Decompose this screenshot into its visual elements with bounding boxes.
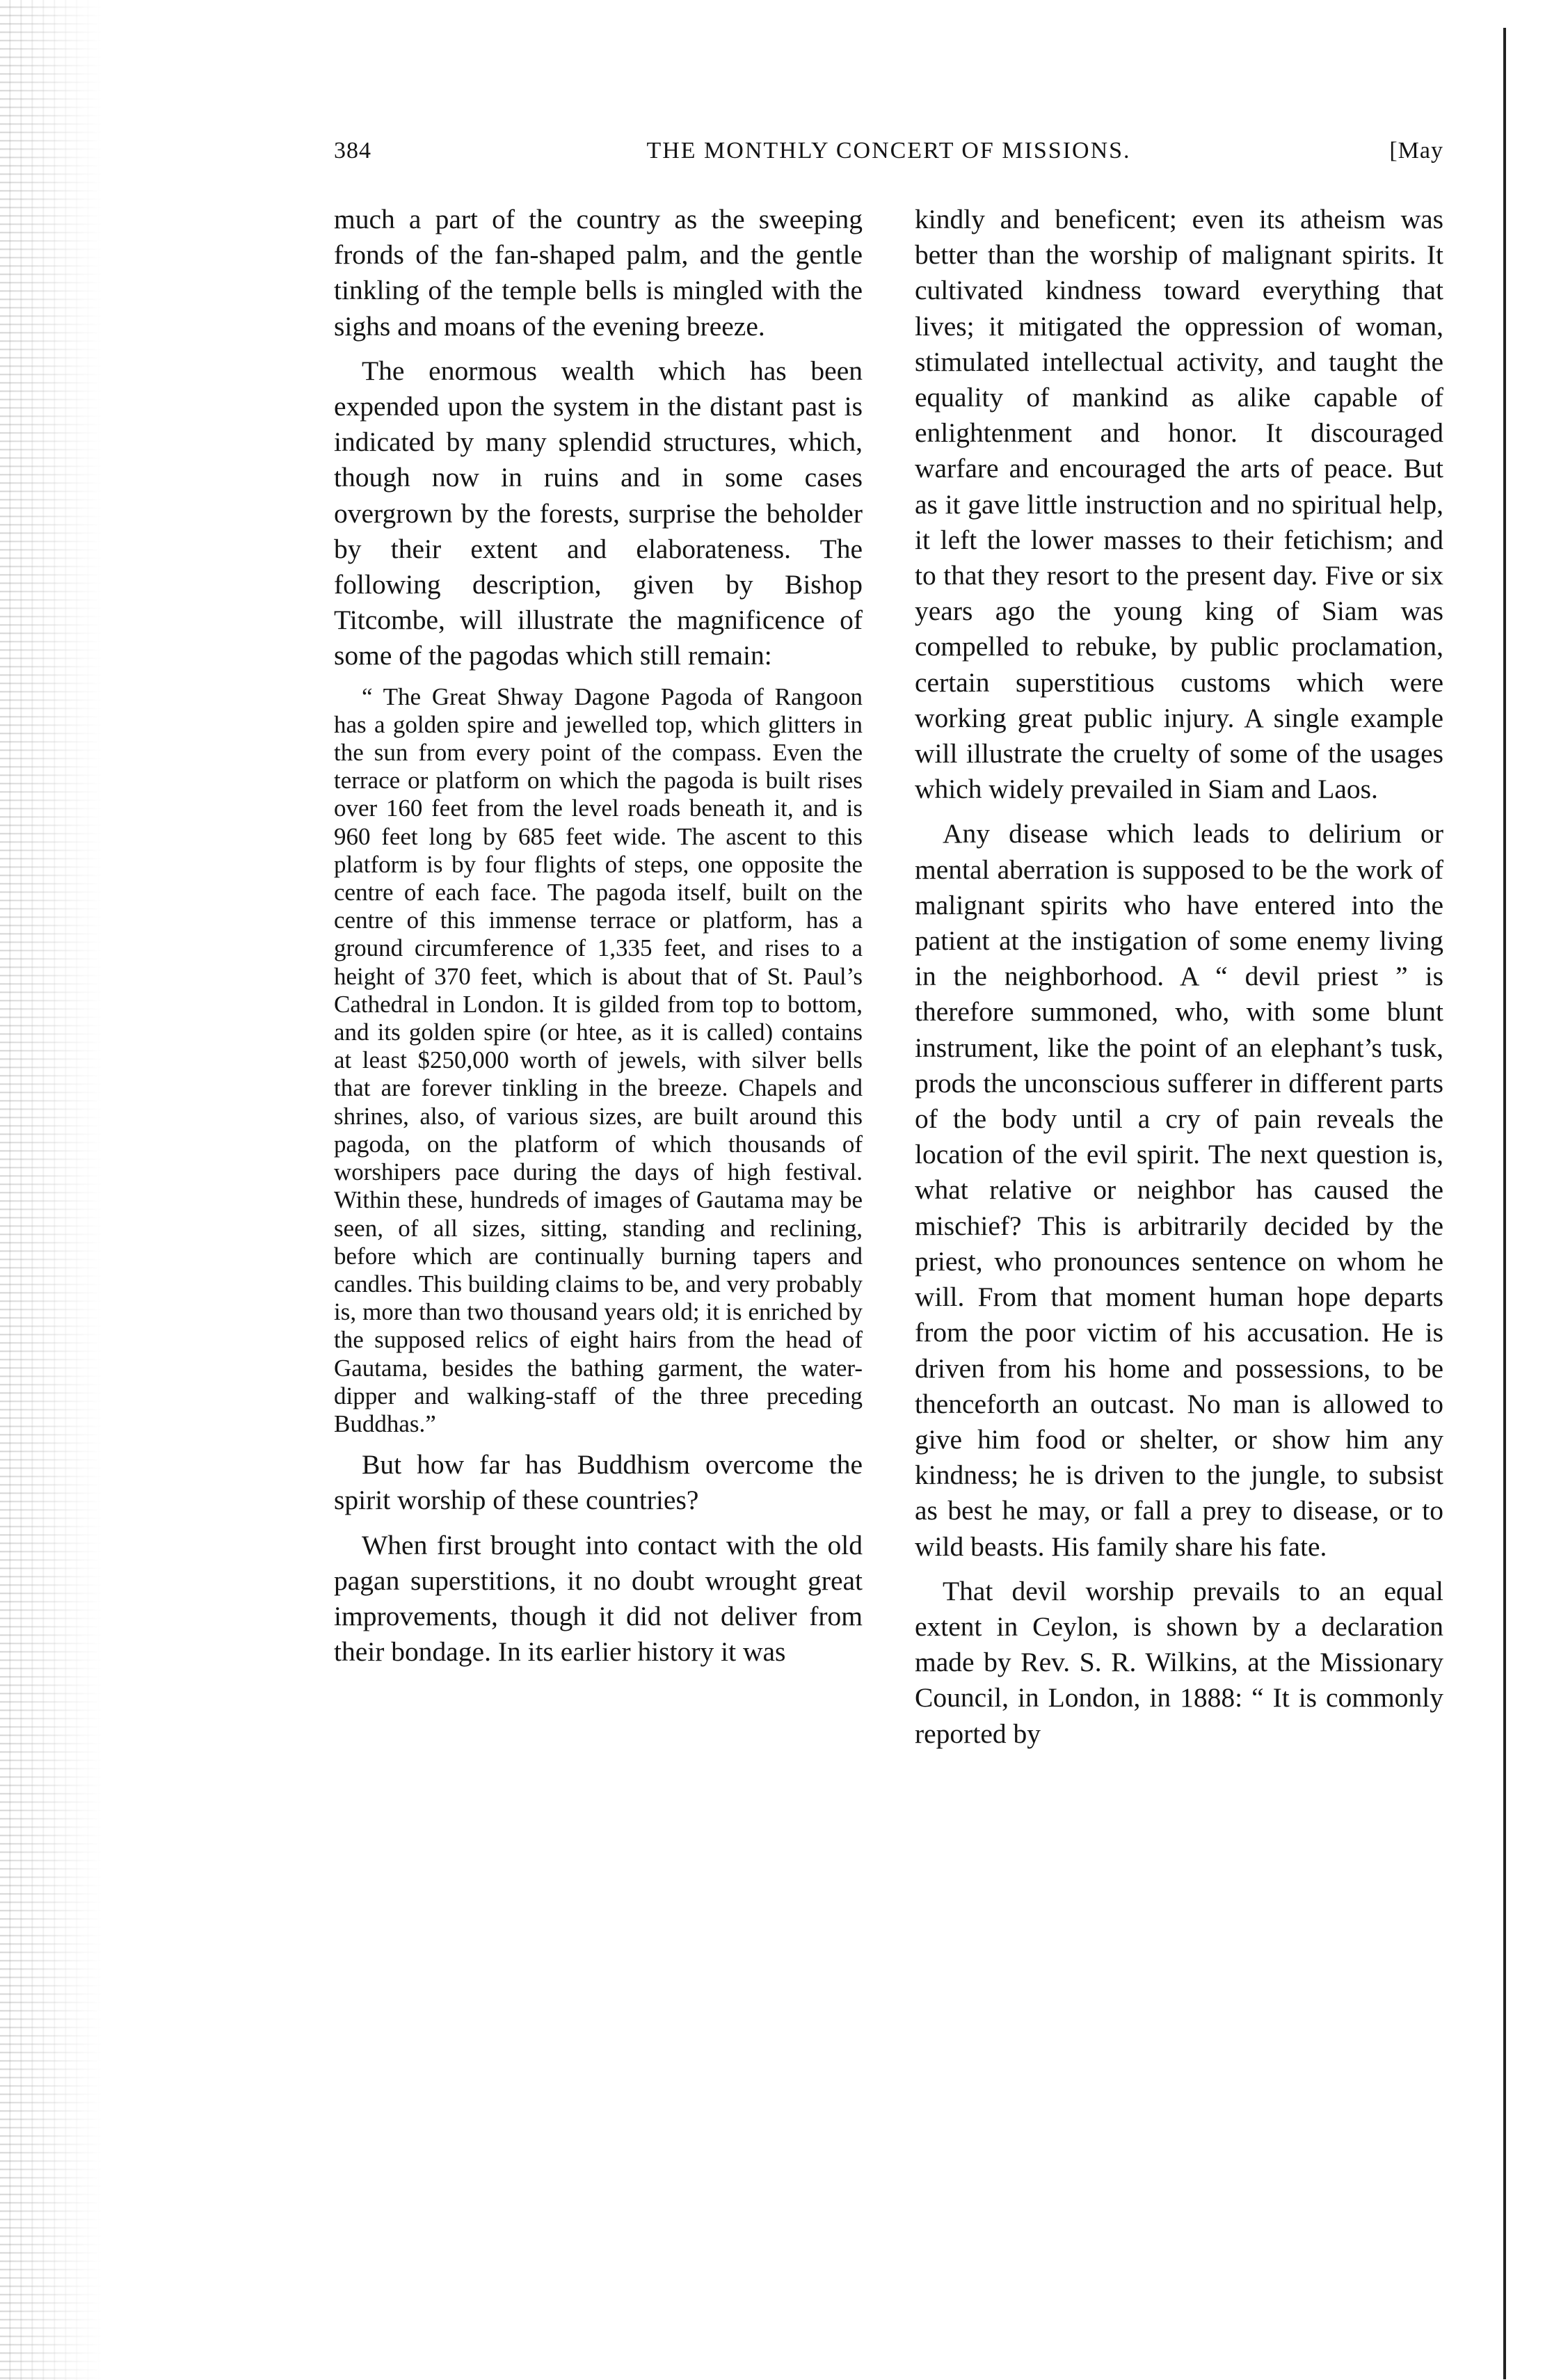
page-edge-rule bbox=[1503, 28, 1506, 2379]
right-paragraph-1: kindly and beneficent; even its atheism was better than the worship of malignant spirits. It cultivated kindness toward everything that lives; it mitigated the oppression of woman, stimulated intellectual activity, and taught the equality of mankind as alike capable of enlightenment and honor. It discouraged warfare and encouraged the arts of peace. But as it gave little instruction and no spiritual help, it left the lower masses to their fetichism; and to that they resort to the present day. Five or six years ago the young king of Siam was compelled to rebuke, by public proclamation, certain superstitious customs which were working great public injury. A single example will illustrate the cruelty of some of the usages which widely prevailed in Siam and Laos. bbox=[915, 204, 1443, 805]
page-number: 384 bbox=[334, 138, 371, 163]
left-paragraph-3: But how far has Buddhism overcome the spirit worship of these countries? bbox=[334, 1449, 863, 1516]
running-header bbox=[334, 138, 1443, 179]
right-paragraph-3: That devil worship prevails to an equal extent in Ceylon, is shown by a declaration made by Rev. S. R. Wilkins, at the Missionary Council, in London, in 1888: “ It is commonly reported by bbox=[915, 1575, 1443, 1749]
scan-binding-edge bbox=[0, 0, 104, 2380]
left-paragraph-1: much a part of the country as the sweeping fronds of the fan-shaped palm, and the gentle tinkling of the temple bells is mingled with the sighs and moans of the evening breeze. bbox=[334, 204, 863, 342]
right-paragraph-2: Any disease which leads to delirium or mental aberration is supposed to be the work of malignant spirits who have entered into the patient at the instigation of some enemy living in the neighborhood. A “ devil priest ” is therefore summoned, who, with some blunt instrument, like the point of an elephant’s tusk, prods the unconscious sufferer in different parts of the body until a cry of pain reveals the location of the evil spirit. The next question is, what relative or neighbor has caused the mischief? This is arbitrarily decided by the priest, who pronounces sentence on whom he will. From that moment human hope departs from the poor victim of his accusation. He is driven from his home and possessions, to be thenceforth an outcast. No man is allowed to give him food or shelter, or show him any kindness; he is driven to the jungle, to subsist as best he may, or fall a prey to disease, or to wild beasts. His family share his fate. bbox=[915, 818, 1443, 1562]
running-title: THE MONTHLY CONCERT OF MISSIONS. bbox=[646, 138, 1131, 163]
running-month: [May bbox=[1389, 138, 1443, 163]
left-paragraph-2: The enormous wealth which has been expended upon the system in the distant past is indicated by many splendid structures, which, though now in ruins and in some cases overgrown by the forests, surprise the beholder by their extent and elaborateness. The following description, given by Bishop Titcombe, will illustrate the magnificence of some of the pagodas which still remain: bbox=[334, 355, 863, 671]
right-column bbox=[915, 202, 1443, 2303]
left-paragraph-4: When first brought into contact with the old pagan superstitions, it no doubt wrought great improvements, though it did not deliver from their bondage. In its earlier history it was bbox=[334, 1529, 863, 1668]
titcombe-quotation: “ The Great Shway Dagone Pagoda of Rangoon has a golden spire and jewelled top, which glitters in the sun from every point of the compass. Even the terrace or platform on which the pagoda is built rises over 160 feet from the level roads beneath it, and is 960 feet long by 685 feet wide. The ascent to this platform is by four flights of steps, one opposite the centre of each face. The pagoda itself, built on the centre of this immense terrace or platform, has a ground circumference of 1,335 feet, and rises to a height of 370 feet, which is about that of St. Paul’s Cathedral in London. It is gilded from top to bottom, and its golden spire (or htee, as it is called) contains at least $250,000 worth of jewels, with silver bells that are forever tinkling in the breeze. Chapels and shrines, also, of various sizes, are built around this pagoda, on the platform of which thousands of worshipers pace during the days of high festival. Within these, hundreds of images of Gautama may be seen, of all sizes, sitting, standing and reclining, before which are continually burning tapers and candles. This building claims to be, and very probably is, more than two thousand years old; it is enriched by the supposed relics of eight hairs from the head of Gautama, besides the bathing garment, the water-dipper and walking-staff of the three preceding Buddhas.” bbox=[334, 682, 863, 1437]
left-column bbox=[334, 202, 863, 2303]
